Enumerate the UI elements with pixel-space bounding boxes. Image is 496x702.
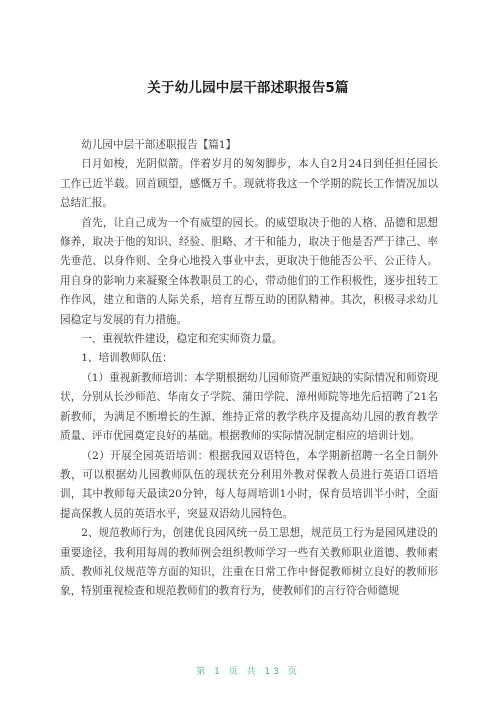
paragraph: 日月如梭，光阴似箭。伴着岁月的匆匆脚步，本人自2月24日到任担任园长工作已近半载。回首顾望，感慨万千。现就将我这一个学期的院长工作情况加以总结汇报。: [60, 158, 438, 210]
document-title: 关于幼儿园中层干部述职报告5篇: [147, 80, 349, 96]
paragraph: 一、重视软件建设，稳定和充实师资力量。: [81, 333, 283, 346]
paragraph: 首先，让自己成为一个有威望的园长。的威望取决于他的人格、品德和思想修养，取决于他的知识、经验、胆略、才干和能力，取决于他是否严于律己、率先垂范、以身作则、全身心地投入事业中去，更取决于他能否公平、公正待人。用自身的影响力来凝聚全体教职员工的心，带动他们的工作积极性，逐步扭转工作作风，建立和谐的人际关系，培育互帮互助的团队精神。其次，积极寻求幼儿园稳定与发展的有力措施。: [60, 216, 438, 326]
paragraph: 1、培训教师队伍：: [81, 352, 173, 365]
document-body: [60, 136, 438, 602]
section-heading: 幼儿园中层干部述职报告【篇1】: [81, 139, 237, 151]
paragraph: 2、规范教师行为，创建优良园风统一员工思想，规范员工行为是园风建设的重要途径，我利用每周的教师例会组织教师学习一些有关教师职业道德、教师素质、教师礼仪规范等方面的知识，注重在日常工作中督促教师树立良好的教师形象，特别重视检查和规范教师们的教育行为，使教师们的言行符合师德规: [60, 527, 438, 598]
paragraph: （2）开展全园英语培训：根据我园双语特色，本学期新招聘一名全日制外教，可以根据幼儿园教师队伍的现状充分利用外教对保教人员进行英语口语培训，其中教师每天最读20分钟，每人每周培训1小时，保育员培训半小时，全面提高保教人员的英语水平，突显双语幼儿园特色。: [60, 449, 438, 520]
page-footer: 第 1 页 共 13 页: [196, 667, 300, 677]
paragraph: （1）重视新教师培训：本学期根据幼儿园师资严重短缺的实际情况和师资现状，分别从长沙师范、华南女子学院、蒲田学院、漳州师院等地先后招聘了21名新教师，为满足不断增长的生源、维持正常的教学秩序及提高幼儿园的教育教学质量、评市优园奠定良好的基础。根据教师的实际情况制定相应的培训计划。: [60, 371, 438, 443]
